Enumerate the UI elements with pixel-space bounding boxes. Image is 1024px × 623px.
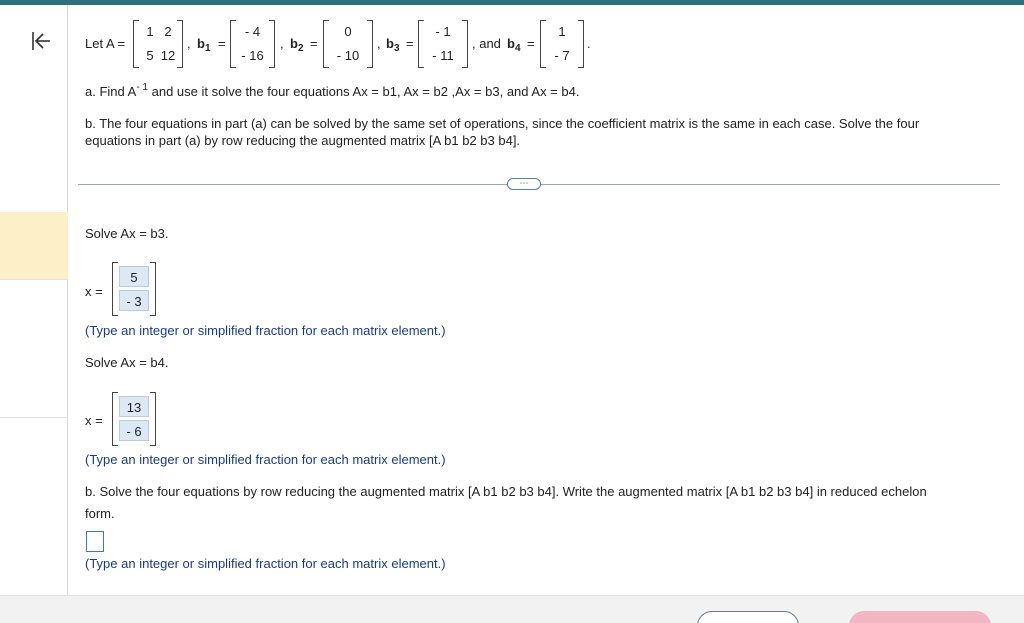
- check-answer-button[interactable]: [849, 611, 991, 623]
- format-hint: (Type an integer or simplified fraction for each matrix element.): [85, 556, 446, 571]
- matrix-cell: 5: [146, 48, 154, 63]
- part-b-instruction-line2: equations in part (a) by row reducing the augmented matrix [A b1 b2 b3 b4].: [85, 133, 521, 148]
- vector-cell: - 10: [336, 48, 360, 63]
- footer-bar: [0, 595, 1024, 623]
- collapse-left-icon[interactable]: [28, 28, 54, 54]
- matrix-cell: 2: [164, 24, 172, 39]
- part-a-instruction: a. Find $A^{- 1}$ and use it solve the four equations Ax = b1, Ax = b2 ,Ax = b3, and Ax = b4.: [85, 82, 580, 99]
- vector-b4: [540, 20, 584, 68]
- vector-cell: - 7: [554, 48, 570, 63]
- b4-label: $b_4$: [507, 36, 521, 54]
- format-hint: (Type an integer or simplified fraction for each matrix element.): [85, 452, 446, 467]
- matrix-cell: 12: [160, 48, 176, 63]
- matrix-cell: 1: [146, 24, 154, 39]
- equals: =: [406, 36, 414, 51]
- equals: =: [218, 36, 226, 51]
- and-text: , and: [472, 36, 501, 51]
- b3-label: $b_3$: [386, 36, 400, 54]
- comma: ,: [377, 36, 381, 51]
- vector-cell: 1: [558, 24, 566, 39]
- comma: ,: [187, 36, 191, 51]
- let-a-label: Let A =: [85, 36, 126, 51]
- part-b-answer-line2: form.: [85, 506, 115, 521]
- part-b-instruction-line1: b. The four equations in part (a) can be solved by the same set of operations, since the coefficient matrix is the same in each case. Solve the four: [85, 116, 920, 131]
- solve-b3-label: Solve Ax = b3.: [85, 226, 169, 241]
- vector-b2: [323, 20, 373, 68]
- rail-divider: [0, 279, 68, 280]
- answer-vector-b3: [112, 262, 156, 316]
- answer-cell[interactable]: 13: [119, 396, 149, 417]
- clear-all-button[interactable]: [697, 611, 799, 623]
- format-hint: (Type an integer or simplified fraction for each matrix element.): [85, 323, 446, 338]
- matrix-a: [133, 20, 183, 68]
- solve-b4-label: Solve Ax = b4.: [85, 355, 169, 370]
- equals: =: [310, 36, 318, 51]
- vector-cell: - 11: [432, 48, 454, 63]
- vector-b1: [230, 20, 275, 68]
- vector-cell: - 1: [435, 24, 451, 39]
- vector-cell: - 4: [244, 24, 261, 39]
- answer-cell[interactable]: - 6: [119, 420, 149, 441]
- ellipsis-icon[interactable]: ⋯: [507, 178, 541, 190]
- x-equals-label: x =: [85, 284, 103, 299]
- vector-b3: [418, 20, 468, 68]
- current-question-marker: [0, 212, 68, 279]
- rail-divider: [0, 417, 68, 418]
- b1-label: $b_1$: [197, 36, 211, 54]
- vector-cell: - 16: [241, 48, 264, 63]
- x-equals-label: x =: [85, 413, 103, 428]
- top-accent-bar: [0, 0, 1024, 5]
- equals: =: [527, 36, 535, 51]
- b2-label: $b_2$: [290, 36, 304, 54]
- period: .: [587, 36, 591, 51]
- answer-cell[interactable]: 5: [119, 266, 149, 287]
- part-b-answer-line1: b. Solve the four equations by row reducing the augmented matrix [A b1 b2 b3 b4]. Write the augmented matrix [A b1 b2 b3 b4] in reduced echelon: [85, 484, 927, 499]
- vector-cell: 0: [344, 24, 352, 39]
- left-rail: [0, 5, 68, 595]
- answer-cell[interactable]: - 3: [119, 290, 149, 311]
- augmented-matrix-input[interactable]: [86, 531, 104, 552]
- answer-vector-b4: [112, 392, 156, 446]
- comma: ,: [280, 36, 284, 51]
